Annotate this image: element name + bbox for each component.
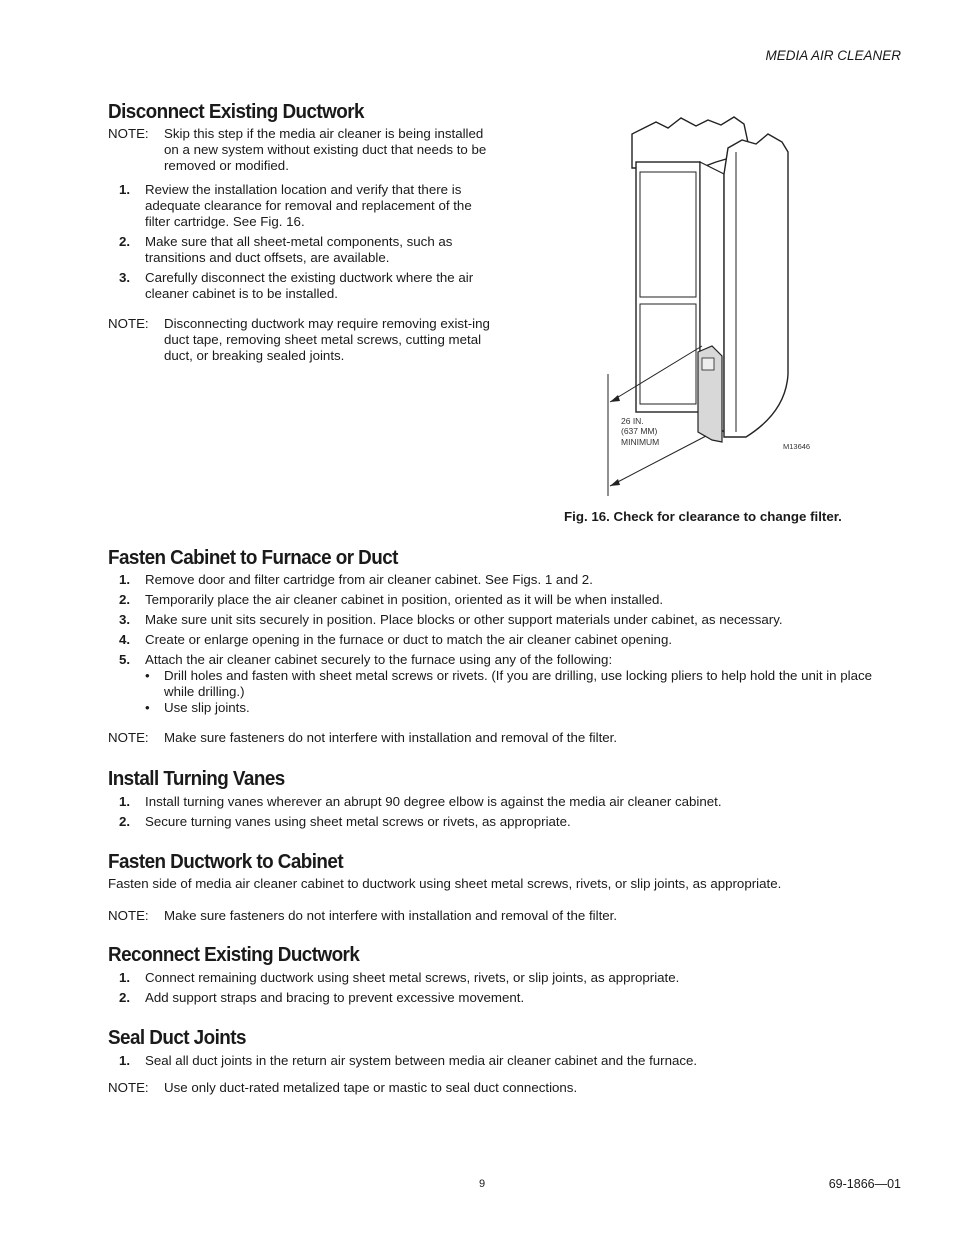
cabinet-handle (702, 358, 714, 370)
step-body (145, 652, 903, 716)
reconnect-steps (108, 970, 903, 1006)
step-number: 1. (119, 794, 131, 809)
dimension-label: (637 MM) (621, 426, 658, 436)
return-duct (724, 134, 788, 437)
note-label: NOTE: (108, 730, 149, 745)
step-text: Connect remaining ductwork using sheet metal screws, rivets, or slip joints, as appropriate. (145, 970, 680, 985)
turning-vanes-content (108, 794, 903, 834)
note-label: NOTE: (108, 316, 149, 331)
step-text: Secure turning vanes using sheet metal screws or rivets, as appropriate. (145, 814, 571, 829)
note-text: Make sure fasteners do not interfere with installation and removal of the filter. (164, 730, 618, 745)
step-number: 1. (119, 970, 131, 985)
bullet: • (145, 700, 150, 715)
step-number: 2. (119, 990, 131, 1005)
list-item (108, 632, 903, 648)
furnace-upper-panel (640, 172, 696, 297)
figure-caption: Fig. 16. Check for clearance to change filter. (564, 509, 842, 524)
disconnect-steps (108, 182, 493, 302)
note-label: NOTE: (108, 126, 149, 141)
list-item (108, 990, 903, 1006)
list-item (145, 700, 903, 716)
list-item (108, 970, 903, 986)
note-label: NOTE: (108, 908, 149, 923)
step-number: 2. (119, 234, 131, 249)
section-title-reconnect: Reconnect Existing Ductwork (108, 943, 360, 966)
note-text: Make sure fasteners do not interfere with installation and removal of the filter. (164, 908, 618, 923)
step-text: Temporarily place the air cleaner cabinet in position, oriented as it will be when installed. (145, 592, 664, 607)
step-text: Attach the air cleaner cabinet securely to the furnace using any of the following: (145, 652, 613, 667)
note (108, 1080, 903, 1096)
step-text: Install turning vanes wherever an abrupt 90 degree elbow is against the media air cleaner cabinet. (145, 794, 722, 809)
page-number: 9 (479, 1178, 486, 1190)
list-item (108, 814, 903, 830)
fasten-ductwork-text: Fasten side of media air cleaner cabinet to ductwork using sheet metal screws, rivets, or slip joints, as appropriate. (108, 876, 782, 891)
section-title-turning-vanes: Install Turning Vanes (108, 767, 285, 790)
section-title-disconnect: Disconnect Existing Ductwork (108, 100, 364, 123)
arrow-head (610, 479, 620, 486)
step-text: Add support straps and bracing to prevent excessive movement. (145, 990, 525, 1005)
clearance-figure (596, 112, 846, 502)
note-text: Skip this step if the media air cleaner is being installed on a new system without existing duct that needs to be removed or modified. (164, 126, 487, 173)
section-title-fasten-ductwork: Fasten Ductwork to Cabinet (108, 850, 344, 873)
step-text: Carefully disconnect the existing ductwork where the air cleaner cabinet is to be installed. (145, 270, 474, 301)
fasten-ductwork-note (108, 908, 903, 924)
note-label: NOTE: (108, 1080, 149, 1095)
arrow-head (610, 395, 620, 402)
bullet-text: Use slip joints. (164, 700, 250, 715)
note-text: Disconnecting ductwork may require removing exist-ing duct tape, removing sheet metal screws, cutting metal duct, or breaking sealed joints. (164, 316, 490, 363)
seal-steps (108, 1053, 903, 1069)
section-title-seal: Seal Duct Joints (108, 1026, 246, 1049)
note (108, 908, 903, 924)
step-text: Review the installation location and verify that there is adequate clearance for removal and replacement of the filter cartridge. See Fig. 16. (145, 182, 472, 229)
step-number: 2. (119, 814, 131, 829)
list-item (108, 1053, 903, 1069)
bullet: • (145, 668, 150, 683)
step-number: 2. (119, 592, 131, 607)
note (108, 730, 903, 746)
step-number: 1. (119, 572, 131, 587)
step-text: Create or enlarge opening in the furnace or duct to match the air cleaner cabinet opening. (145, 632, 673, 647)
step-text: Make sure that all sheet-metal components, such as transitions and duct offsets, are available. (145, 234, 453, 265)
running-header: MEDIA AIR CLEANER (765, 48, 901, 63)
list-item (108, 794, 903, 810)
list-item (108, 652, 903, 716)
list-item (108, 270, 493, 302)
section-title-fasten-cabinet: Fasten Cabinet to Furnace or Duct (108, 546, 398, 569)
figure-code: M13646 (783, 442, 811, 451)
list-item (145, 668, 903, 700)
step-number: 4. (119, 632, 131, 647)
fasten-cabinet-steps (108, 572, 903, 716)
dimension-label: MINIMUM (621, 437, 660, 447)
step-number: 1. (119, 182, 131, 197)
furnace-lower-panel (640, 304, 696, 404)
list-item (108, 592, 903, 608)
fastening-options (145, 668, 903, 716)
disconnect-content (108, 126, 493, 364)
note-text: Use only duct-rated metalized tape or mastic to seal duct connections. (164, 1080, 578, 1095)
list-item (108, 182, 493, 230)
list-item (108, 234, 493, 266)
note (108, 126, 493, 174)
step-number: 1. (119, 1053, 131, 1068)
list-item (108, 612, 903, 628)
dimension-label: 26 IN. (621, 416, 644, 426)
list-item (108, 572, 903, 588)
seal-content (108, 1053, 903, 1096)
bullet-text: Drill holes and fasten with sheet metal screws or rivets. (If you are drilling, use locking pliers to help hold the unit in place while drilling.) (164, 668, 873, 699)
document-number: 69-1866—01 (828, 1177, 901, 1191)
step-text: Make sure unit sits securely in position. Place blocks or other support materials under cabinet, as necessary. (145, 612, 783, 627)
step-number: 3. (119, 612, 131, 627)
step-number: 3. (119, 270, 131, 285)
note (108, 316, 493, 364)
turning-vanes-steps (108, 794, 903, 830)
reconnect-content (108, 970, 903, 1010)
step-text: Seal all duct joints in the return air system between media air cleaner cabinet and the furnace. (145, 1053, 698, 1068)
fasten-cabinet-content (108, 572, 903, 746)
step-text: Remove door and filter cartridge from air cleaner cabinet. See Figs. 1 and 2. (145, 572, 593, 587)
step-number: 5. (119, 652, 131, 667)
